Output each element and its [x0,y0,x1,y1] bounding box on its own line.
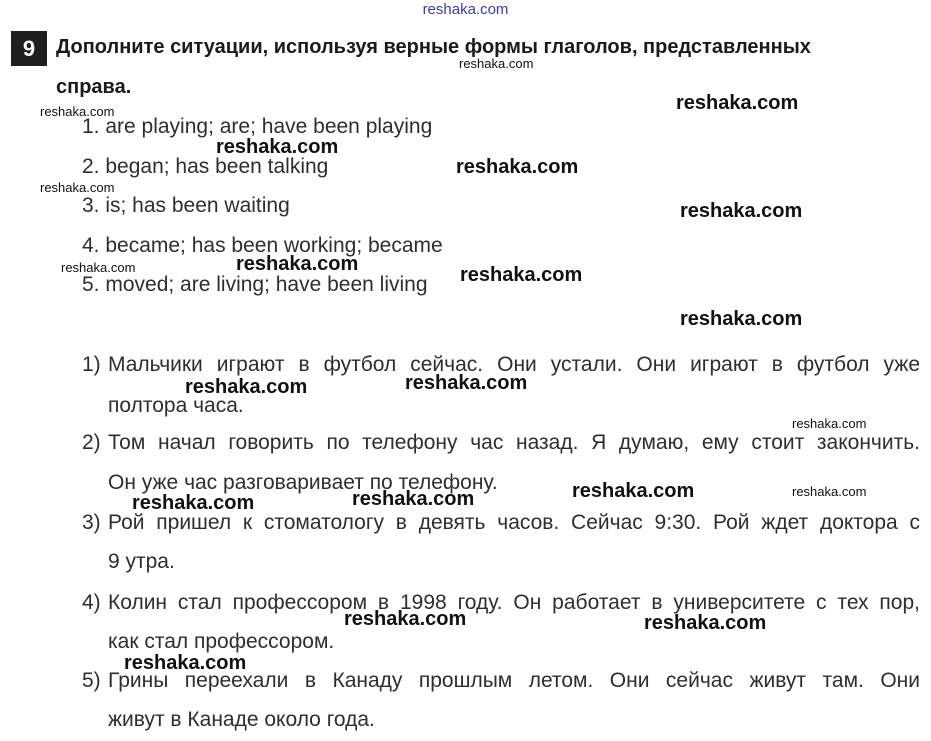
answer-item-4: 4. became; has been working; became [82,234,443,257]
translation-4-line-2: как стал профессором. [108,630,335,653]
watermark: reshaka.com [40,180,115,195]
site-header-link[interactable]: reshaka.com [422,1,509,18]
translation-3-line-2: 9 утра. [108,550,175,573]
watermark: reshaka.com [792,416,867,431]
watermark: reshaka.com [456,156,579,178]
watermark: reshaka.com [61,260,136,275]
watermark: reshaka.com [405,372,528,394]
translation-2-line-1: Том начал говорить по телефону час назад. Я думаю, ему стоит закончить. [108,431,920,454]
watermark: reshaka.com [124,652,247,674]
watermark: reshaka.com [792,484,867,499]
watermark: reshaka.com [132,492,255,514]
translation-5-line-2: живут в Канаде около года. [108,708,375,731]
answer-item-5: 5. moved; are living; have been living [82,273,428,296]
translation-number-1: 1) [82,353,101,376]
watermark: reshaka.com [352,488,475,510]
task-number-badge: 9 [11,31,47,66]
translation-number-4: 4) [82,591,101,614]
translation-number-2: 2) [82,431,101,454]
translation-2-line-2: Он уже час разговаривает по телефону. [108,471,498,494]
task-title-continued: справа. [56,76,132,98]
watermark: reshaka.com [644,612,767,634]
translation-number-5: 5) [82,669,101,692]
watermark: reshaka.com [185,376,308,398]
translation-1-line-2: полтора часа. [108,394,244,417]
answer-item-3: 3. is; has been waiting [82,194,290,217]
answer-item-2: 2. began; has been talking [82,155,329,178]
watermark: reshaka.com [680,200,803,222]
task-title: Дополните ситуации, используя верные формы глаголов, представленных [56,36,811,58]
answer-item-1: 1. are playing; are; have been playing [82,115,433,138]
watermark: reshaka.com [236,253,359,275]
watermark: reshaka.com [572,480,695,502]
translation-4-line-1: Колин стал профессором в 1998 году. Он работает в университете с тех пор, [108,591,920,614]
translation-1-line-1: Мальчики играют в футбол сейчас. Они устали. Они играют в футбол уже [108,353,920,376]
translation-3-line-1: Рой пришел к стоматологу в девять часов. Сейчас 9:30. Рой ждет доктора с [108,511,920,534]
watermark: reshaka.com [460,264,583,286]
watermark: reshaka.com [344,608,467,630]
watermark: reshaka.com [459,56,534,71]
translation-number-3: 3) [82,511,101,534]
translation-5-line-1: Грины переехали в Канаду прошлым летом. Они сейчас живут там. Они [108,669,920,692]
watermark: reshaka.com [216,136,339,158]
watermark: reshaka.com [40,104,115,119]
watermark: reshaka.com [676,92,799,114]
watermark: reshaka.com [680,308,803,330]
